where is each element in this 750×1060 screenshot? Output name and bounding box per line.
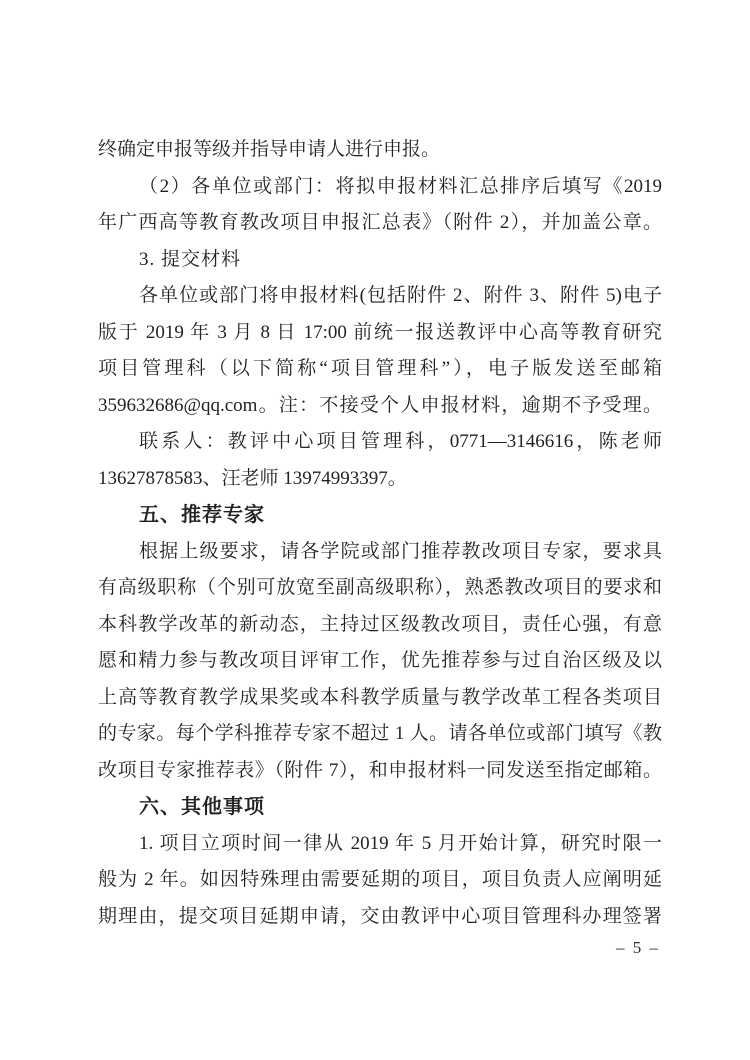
text-line: 各单位或部门将申报材料(包括附件 2、附件 3、附件 5)电子 xyxy=(139,285,662,306)
text-line: （2）各单位或部门：将拟申报材料汇总排序后填写《2019 xyxy=(139,175,662,197)
text-line: 年广西高等教育教改项目申报汇总表》（附件 2），并加盖公章。 xyxy=(98,212,662,233)
text-line: 1. 项目立项时间一律从 2019 年 5 月开始计算，研究时限一 xyxy=(139,832,662,854)
text-line: 愿和精力参与教改项目评审工作，优先推荐参与过自治区级及以 xyxy=(98,650,662,671)
heading-line: 五、推荐专家 xyxy=(139,504,265,526)
text-line: 终确定申报等级并指导申请人进行申报。 xyxy=(98,139,441,160)
text-line: 改项目专家推荐表》（附件 7），和申报材料一同发送至指定邮箱。 xyxy=(98,759,662,781)
text-line: 般为 2 年。如因特殊理由需要延期的项目，项目负责人应阐明延 xyxy=(98,869,662,890)
text-line: 联系人：教评中心项目管理科，0771—3146616，陈老师 xyxy=(139,431,662,452)
text-line: 上高等教育教学成果奖或本科教学质量与教学改革工程各类项目 xyxy=(98,686,662,708)
text-line: 359632686@qq.com。注：不接受个人申报材料，逾期不予受理。 xyxy=(98,394,662,416)
text-line: 13627878583、汪老师 13974993397。 xyxy=(98,467,407,489)
text-line: 期理由，提交项目延期申请，交由教评中心项目管理科办理签署 xyxy=(98,905,662,927)
heading-line: 3. 提交材料 xyxy=(139,248,242,270)
heading-line: 六、其他事项 xyxy=(139,796,265,818)
document-body xyxy=(98,132,662,935)
text-line: 根据上级要求，请各学院或部门推荐教改项目专家，要求具 xyxy=(139,540,662,562)
text-line: 项目管理科（以下简称“项目管理科”），电子版发送至邮箱 xyxy=(98,358,662,379)
text-line: 有高级职称（个别可放宽至副高级职称），熟悉教改项目的要求和 xyxy=(98,577,662,598)
page-number: – 5 – xyxy=(616,938,660,957)
text-line: 版于 2019 年 3 月 8 日 17:00 前统一报送教评中心高等教育研究 xyxy=(98,321,662,343)
text-line: 本科教学改革的新动态，主持过区级教改项目，责任心强，有意 xyxy=(98,613,662,635)
text-line: 的专家。每个学科推荐专家不超过 1 人。请各单位或部门填写《教 xyxy=(98,723,662,744)
